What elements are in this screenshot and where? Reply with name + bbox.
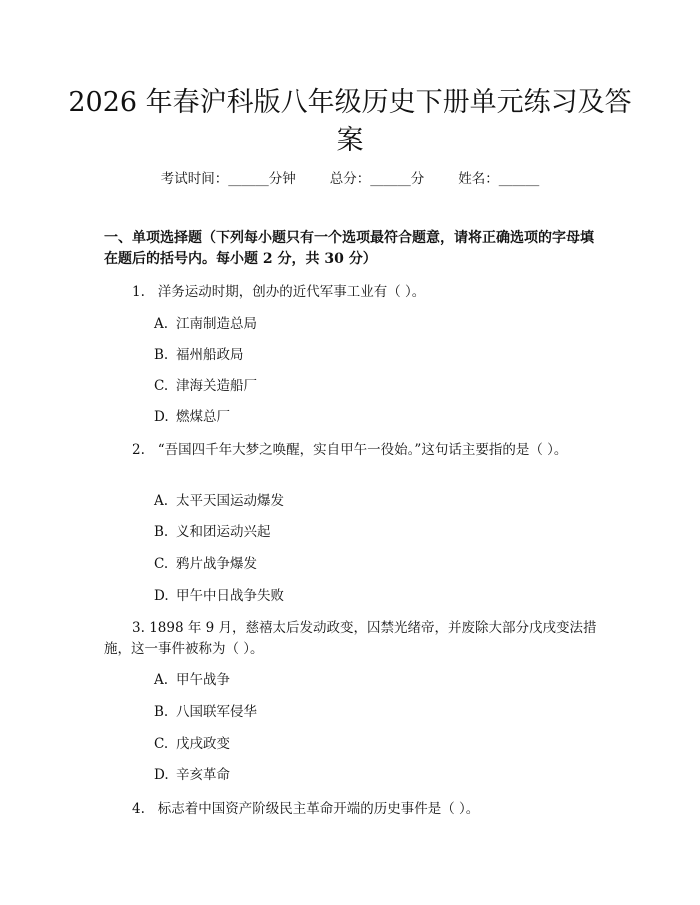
option-text: 八国联军侵华 xyxy=(176,704,257,720)
option-letter: A. xyxy=(154,493,169,509)
option-text: 福州船政局 xyxy=(176,347,244,363)
question-1-option-b xyxy=(154,345,244,365)
exam-time-label: 考试时间：______分钟 xyxy=(160,171,296,187)
name-label: 姓名：______ xyxy=(458,171,540,187)
question-number: 3. xyxy=(132,620,145,636)
question-1 xyxy=(104,282,600,303)
question-2-option-d xyxy=(154,586,284,606)
question-3-option-d xyxy=(154,765,230,785)
option-letter: C. xyxy=(154,378,169,394)
question-1-option-d xyxy=(154,407,230,427)
question-3-option-a xyxy=(154,670,230,690)
question-3 xyxy=(104,618,600,660)
option-letter: C. xyxy=(154,556,169,572)
option-text: 鸦片战争爆发 xyxy=(176,556,257,572)
option-letter: A. xyxy=(154,316,169,332)
question-number: 4. xyxy=(132,801,145,817)
question-1-option-c xyxy=(154,376,257,396)
option-text: 燃煤总厂 xyxy=(176,409,230,425)
option-text: 津海关造船厂 xyxy=(176,378,257,394)
option-letter: D. xyxy=(154,767,169,783)
question-text: “吾国四千年大梦之唤醒，实自甲午一役始。”这句话主要指的是（ ）。 xyxy=(157,442,568,458)
option-text: 义和团运动兴起 xyxy=(176,524,271,540)
total-score-label: 总分：______分 xyxy=(329,171,425,187)
section-heading: 一、单项选择题（下列每小题只有一个选项最符合题意，请将正确选项的字母填在题后的括号内。每小题 2 分，共 30 分） xyxy=(104,230,594,267)
option-text: 江南制造总局 xyxy=(176,316,257,332)
option-text: 甲午战争 xyxy=(176,672,230,688)
question-2-option-b xyxy=(154,522,271,542)
option-letter: B. xyxy=(154,704,169,720)
question-number: 1. xyxy=(132,284,145,300)
question-number: 2. xyxy=(132,442,145,458)
question-2 xyxy=(104,440,600,461)
question-text: 标志着中国资产阶级民主革命开端的历史事件是（ ）。 xyxy=(157,801,480,817)
option-letter: C. xyxy=(154,736,169,752)
question-text: 洋务运动时期，创办的近代军事工业有（ ）。 xyxy=(157,284,426,300)
option-letter: D. xyxy=(154,409,169,425)
question-3-option-c xyxy=(154,734,230,754)
exam-info-line xyxy=(0,169,700,189)
option-text: 甲午中日战争失败 xyxy=(176,588,284,604)
option-text: 辛亥革命 xyxy=(176,767,230,783)
option-letter: B. xyxy=(154,524,169,540)
question-2-option-c xyxy=(154,554,257,574)
document-title: 2026 年春沪科版八年级历史下册单元练习及答案 xyxy=(68,87,632,156)
option-text: 太平天国运动爆发 xyxy=(176,493,284,509)
question-2-option-a xyxy=(154,491,284,511)
option-letter: B. xyxy=(154,347,169,363)
question-4 xyxy=(104,799,600,820)
question-1-option-a xyxy=(154,314,257,334)
option-letter: A. xyxy=(154,672,169,688)
question-3-option-b xyxy=(154,702,257,722)
option-text: 戊戌政变 xyxy=(176,736,230,752)
option-letter: D. xyxy=(154,588,169,604)
question-text: 1898 年 9 月，慈禧太后发动政变，囚禁光绪帝，并废除大部分戊戌变法措施，这一事件被称为（ ）。 xyxy=(104,620,597,657)
